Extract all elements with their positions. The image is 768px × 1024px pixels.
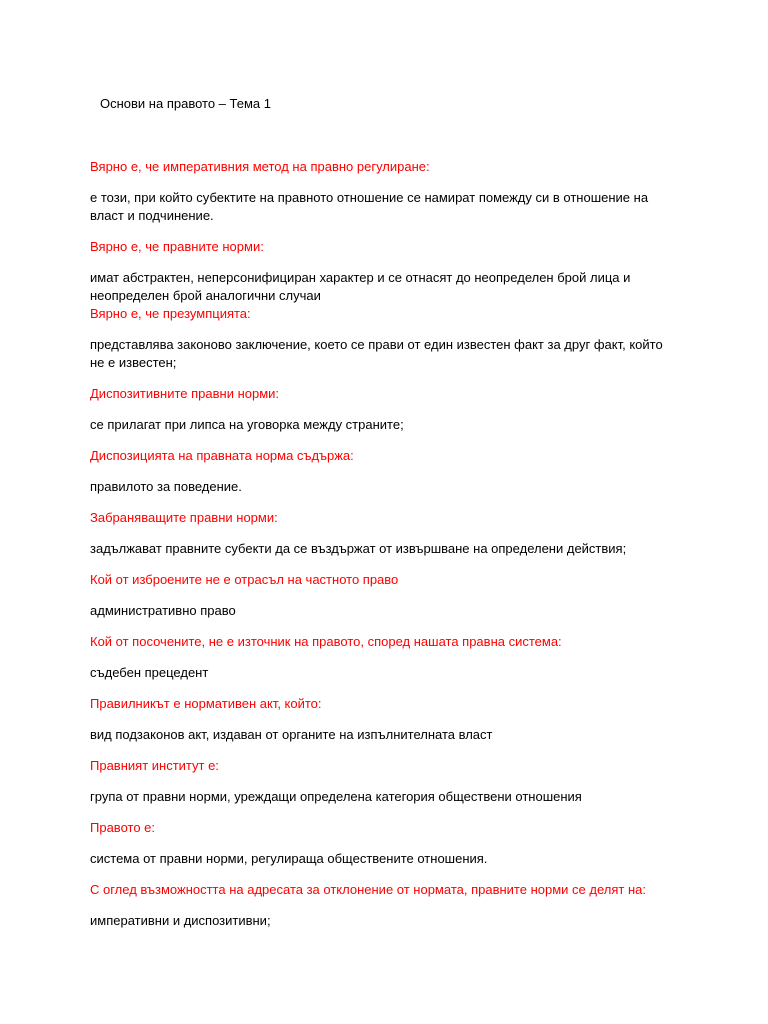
question-10: Правният институт е:	[90, 758, 219, 773]
question-11: Правото е:	[90, 820, 155, 835]
answer-4: се прилагат при липса на уговорка между страните;	[90, 417, 404, 432]
answer-5: правилото за поведение.	[90, 479, 242, 494]
answer-10: група от правни норми, уреждащи определена категория обществени отношения	[90, 789, 582, 804]
question-1: Вярно е, че императивния метод на правно регулиране:	[90, 159, 430, 174]
answer-8: съдебен прецедент	[90, 665, 209, 680]
answer-11: система от правни норми, регулираща обществените отношения.	[90, 851, 488, 866]
question-3: Вярно е, че презумпцията:	[90, 306, 251, 321]
question-2: Вярно е, че правните норми:	[90, 239, 264, 254]
question-5: Диспозицията на правната норма съдържа:	[90, 448, 354, 463]
question-7: Кой от изброените не е отрасъл на частното право	[90, 572, 399, 587]
answer-7: административно право	[90, 603, 236, 618]
question-8: Кой от посочените, не е източник на правото, според нашата правна система:	[90, 634, 562, 649]
answer-12: императивни и диспозитивни;	[90, 913, 271, 928]
answer-6: задължават правните субекти да се въздържат от извършване на определени действия;	[90, 541, 627, 556]
answer-9: вид подзаконов акт, издаван от органите на изпълнителната власт	[90, 727, 493, 742]
answer-3: представлява законово заключение, което се прави от един известен факт за друг факт, който не е известен;	[90, 337, 663, 370]
document-body	[90, 158, 680, 943]
answer-2: имат абстрактен, неперсонифициран характер и се отнасят до неопределен брой лица и неопределен брой аналогични случаи	[90, 270, 631, 303]
question-9: Правилникът е нормативен акт, който:	[90, 696, 322, 711]
answer-1: е този, при който субектите на правното отношение се намират помежду си в отношение на власт и подчинение.	[90, 190, 649, 223]
question-6: Забраняващите правни норми:	[90, 510, 278, 525]
document-title: Основи на правото – Тема 1	[100, 96, 271, 111]
question-12: С оглед възможността на адресата за отклонение от нормата, правните норми се делят на:	[90, 882, 646, 897]
question-4: Диспозитивните правни норми:	[90, 386, 280, 401]
